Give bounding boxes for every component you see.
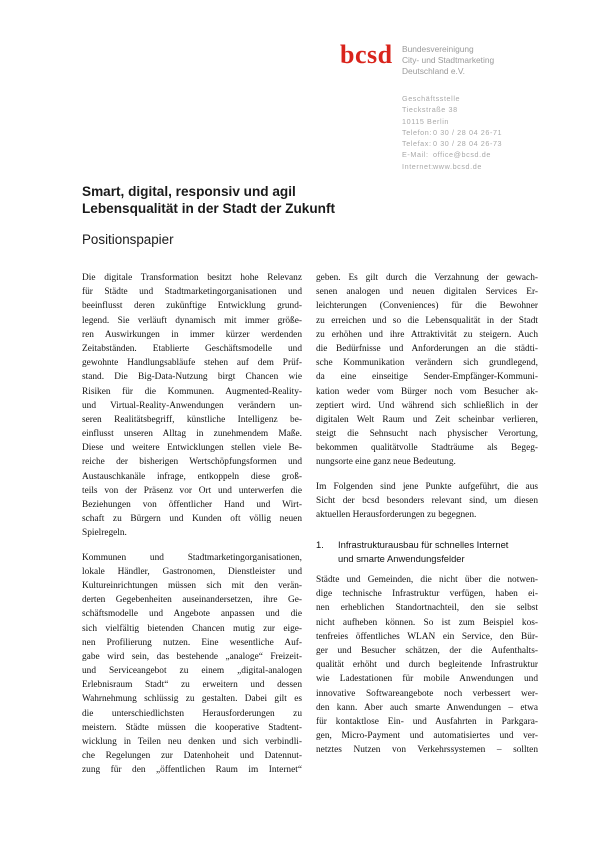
text-line: derten Gegebenheiten auseinandersetzen, ihre Ge- <box>82 595 302 606</box>
text-line: nen Profilierung nutzen. Eine wesentliche Auf- <box>82 637 302 648</box>
text-line: nen erheblichen Standortnachteil, den sie selbst <box>316 603 538 614</box>
text-line: steigt die Sehnsucht nach physischer Verortung, <box>316 429 538 440</box>
text-line: dige technische Infrastruktur verfügen, haben ei- <box>316 589 538 600</box>
contact-label: Telefon: <box>402 127 432 137</box>
text-line: ger und Besucher schätzen, der die Aufenthalts- <box>316 645 538 656</box>
text-line: Wahrnehmung schlüssig zu gestalten. Dabei gilt es <box>82 694 302 705</box>
text-line: gen, Micro-Payment und automatisiertes und ver- <box>316 731 538 742</box>
text-line: Spielregeln. <box>82 528 127 539</box>
office-label: Geschäftsstelle <box>402 94 461 103</box>
text-line: Risiken für die Kommunen. Augmented-Reality- <box>82 386 302 397</box>
text-line: nungsorte eine ganz neue Bedeutung. <box>316 457 456 468</box>
text-line: qualität erhöht und durch begleitende Infrastruktur <box>316 660 538 671</box>
document-title <box>82 183 335 217</box>
text-line: da eine einseitige Sender-Empfänger-Kommuni- <box>316 372 538 383</box>
text-line: Im Folgenden sind jene Punkte aufgeführt, die aus <box>316 481 538 492</box>
text-line: aktuellen Herausforderungen zu begegnen. <box>316 510 477 520</box>
text-line: Diese und weitere Entwicklungen stellen viele Be- <box>82 443 302 454</box>
text-line: für Städte und Stadtmarketingorganisationen und <box>82 287 302 298</box>
text-line: für kontaktlose Ein- und Ausfahrten in Parkgara- <box>316 716 538 727</box>
contact-block <box>402 93 502 172</box>
text-line: Sicht der bcsd besonders relevant sind, um diesen <box>316 495 538 506</box>
city-address: 10115 Berlin <box>402 116 450 126</box>
text-line: digitalen Welt Raum und Zeit scheinbar verlieren, <box>316 414 538 425</box>
text-line: geben. Es gilt durch die Verzahnung der gewach- <box>316 273 538 283</box>
text-line: sich vielfältig bietenden Chancen mutig zur eige- <box>82 623 302 634</box>
text-line: Die digitale Transformation besitzt hohe Relevanz <box>82 273 302 283</box>
text-line: beeinflusst deren zukünftige Entwicklung grund- <box>82 301 302 312</box>
text-line: meistern. Städte müssen die kooperative Stadtent- <box>82 722 302 733</box>
text-line: die unterschiedlichsten Herausforderungen zu <box>82 708 302 719</box>
contact-row-phone <box>402 127 502 138</box>
text-line: tenfreies öffentliches WLAN ein Service, den Bür- <box>316 631 538 642</box>
paragraph <box>316 271 538 470</box>
text-line: stand. Die Big-Data-Nutzung birgt Chancen wie <box>82 372 302 383</box>
organization-name <box>402 44 494 77</box>
text-line: wie Ladestationen für mobile Anwendungen und <box>316 674 538 685</box>
text-line: zu erreichen und so die Lebensqualität in der Stadt <box>316 315 538 326</box>
text-line: senen analogen und neuen digitalen Services Er- <box>316 287 538 298</box>
text-line: gewohnte Handlungsabläufe stehen auf dem Prüf- <box>82 358 302 369</box>
text-line: und Virtual-Reality-Anwendungen verändern un- <box>82 400 302 411</box>
text-line: che Regelungen zur Datenhoheit und Datennut- <box>82 751 302 762</box>
contact-row-internet <box>402 161 502 172</box>
street-address: Tieckstraße 38 <box>402 105 458 115</box>
text-line: reiche der bisherigen Wertschöpfungsformen und <box>82 457 302 468</box>
text-line: und Serviceangebot zu einem „digital-analogen <box>82 666 302 677</box>
section-title-line: Infrastrukturausbau für schnelles Internet <box>338 539 509 551</box>
text-line: schäftsmodelle und Angebote anpassen und die <box>82 609 302 620</box>
title-line: Lebensqualität in der Stadt der Zukunft <box>82 201 336 216</box>
paragraph <box>316 480 538 523</box>
text-line: schaft zu Bürgern und Kunden oft völlig neuen <box>82 514 302 525</box>
contact-value: 0 30 / 28 04 26-73 <box>433 139 503 149</box>
contact-value[interactable]: office@bcsd.de <box>433 150 491 160</box>
text-line: Kommunen und Stadtmarketingorganisationen, <box>82 552 302 563</box>
section-heading <box>316 538 538 565</box>
document-subtitle: Positionspapier <box>82 232 174 247</box>
text-line: Städte und Gemeinden, die nicht über die notwen- <box>316 575 538 585</box>
text-line: zung für den „öffentlichen Raum im Internet“ <box>82 765 302 776</box>
text-line: seren Realitätsbegriff, künstliche Intelligenz be- <box>82 414 302 425</box>
text-line: einflusst unseren Alltag in zunehmendem Maße. <box>82 429 302 440</box>
text-line: gabe wird sein, das bestehende „analoge“ Freizeit- <box>82 651 302 662</box>
text-line: wicklung in Teilen neu denken und sich verbindli- <box>82 737 302 747</box>
text-line: Zeitabständen. Etablierte Geschäftsmodelle und <box>82 343 302 354</box>
text-line: lokale Händler, Gastronomen, Dienstleister und <box>82 566 302 577</box>
text-line: leichterungen (Conveniences) für die Bewohner <box>316 301 538 312</box>
paragraph <box>82 551 302 778</box>
section-heading-line <box>316 538 538 551</box>
contact-value: 0 30 / 28 04 26-71 <box>433 127 503 137</box>
paragraph-gap <box>82 541 302 551</box>
bcsd-logo: bcsd <box>340 40 393 69</box>
text-line: teils von der Präsenz vor Ort und unterwerfen die <box>82 485 302 496</box>
contact-row-email <box>402 149 502 160</box>
left-column <box>82 271 302 778</box>
paragraph <box>316 573 538 757</box>
text-line: zu erhöhen und ihre Attraktivität zu steigern. Auch <box>316 329 538 340</box>
contact-label: Telefax: <box>402 139 432 149</box>
text-line: ren Auswirkungen in immer kürzer werdenden <box>82 329 302 340</box>
text-line: die Bedürfnisse und Anforderungen an die städti- <box>316 343 538 354</box>
text-line: sche Kommunikation verändern sich grundlegend, <box>316 358 538 369</box>
org-line: Deutschland e.V. <box>402 66 466 76</box>
text-line: Beziehungen von öffentlicher Hand und Wirt- <box>82 500 302 510</box>
contact-label: Internet: <box>402 161 434 171</box>
contact-label: E-Mail: <box>402 150 429 160</box>
contact-value[interactable]: www.bcsd.de <box>433 161 482 171</box>
section-number: 1. <box>316 539 324 551</box>
contact-row-fax <box>402 138 502 149</box>
paragraph-gap <box>316 522 538 532</box>
text-line: zeptiert wird. Und während sich schließlich in der <box>316 400 538 411</box>
text-line: Kultureinrichtungen müssen sich mit den verän- <box>82 580 302 591</box>
text-line: kation weder vom Bürger noch vom Besucher ak- <box>316 386 538 397</box>
text-line: netztes Nutzen von Verkehrssystemen – sollten <box>316 745 538 756</box>
text-line: bekommen qualitätvolle Stadträume als Begeg- <box>316 443 538 454</box>
text-line: den kann. Aber auch smarte Anwendungen – etwa <box>316 702 538 713</box>
text-line: Austauschkanäle infrage, entkoppeln diese groß- <box>82 471 302 482</box>
org-line: City- und Stadtmarketing <box>402 55 495 65</box>
org-line: Bundesvereinigung <box>402 44 474 54</box>
paragraph-gap <box>316 470 538 480</box>
text-line: legend. Sie verläuft dynamisch mit immer größe- <box>82 315 302 326</box>
text-line: innovative Softwareangebote noch verbessert wer- <box>316 688 538 699</box>
text-line: nicht aufheben können. So ist zum Beispiel kos- <box>316 617 538 628</box>
paragraph <box>82 271 302 541</box>
text-line: Erlebnisraum Stadt“ zu erweitern und dessen <box>82 680 302 691</box>
right-column <box>316 271 538 757</box>
title-line: Smart, digital, responsiv und agil <box>82 184 296 199</box>
section-title-line: und smarte Anwendungsfelder <box>338 552 465 564</box>
